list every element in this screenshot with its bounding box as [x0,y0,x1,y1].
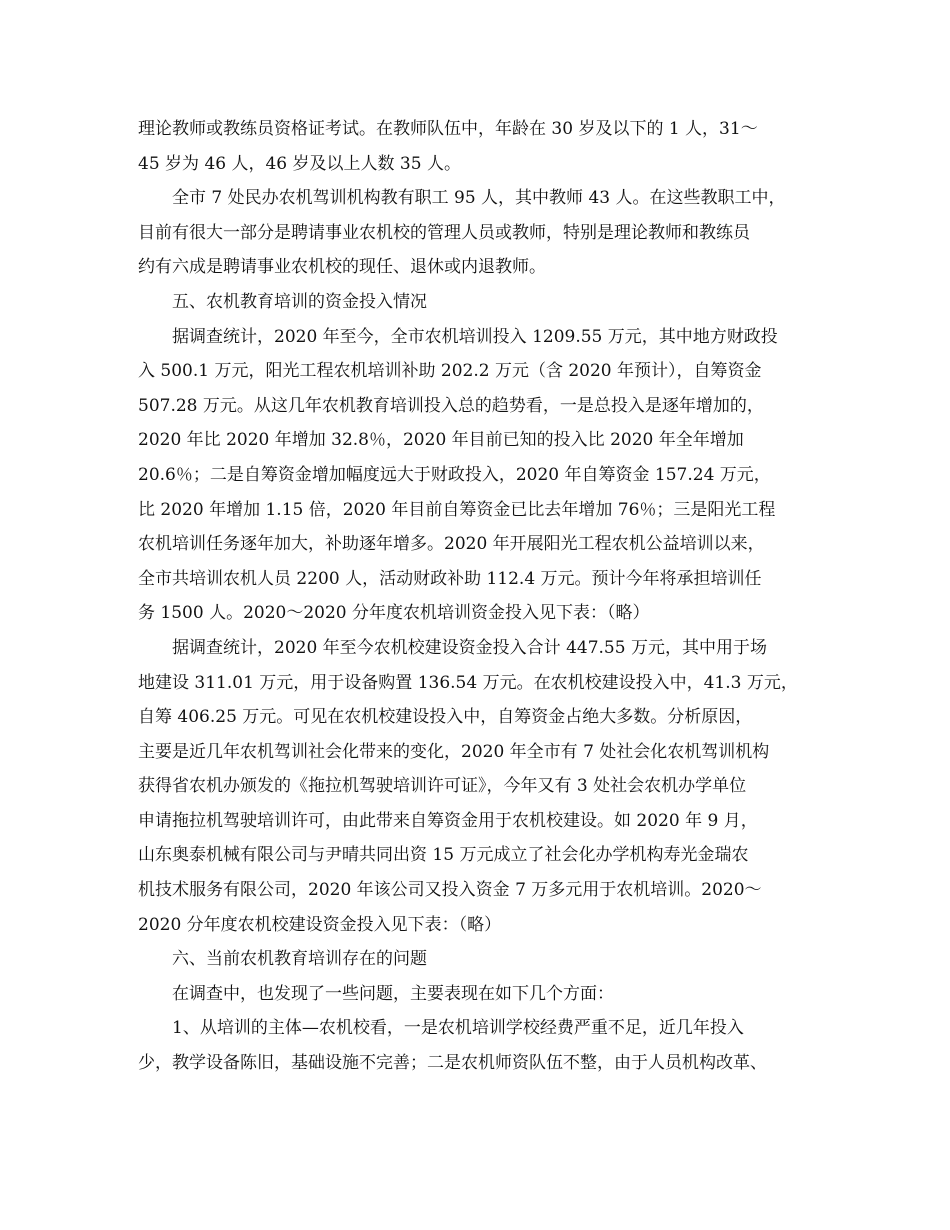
text-line: 获得省农机办颁发的《拖拉机驾驶培训许可证》，今年又有 3 处社会农机办学单位 [138,776,747,797]
text-line: 比 2020 年增加 1.15 倍，2020 年目前自筹资金已比去年增加 76％；三是阳光工程 [138,499,776,520]
text-line: 目前有很大一部分是聘请事业农机校的管理人员或教师，特别是理论教师和教练员 [138,222,750,243]
text-line: 务 1500 人。2020～2020 分年度农机培训资金投入见下表：（略） [138,603,650,624]
text-line: 六、当前农机教育培训存在的问题 [172,949,427,970]
text-line: 山东奥泰机械有限公司与尹晴共同出资 15 万元成立了社会化办学机构寿光金瑞农 [138,845,749,866]
text-line: 全市 7 处民办农机驾训机构教有职工 95 人，其中教师 43 人。在这些教职工中， [172,188,786,209]
text-line: 地建设 311.01 万元，用于设备购置 136.54 万元。在农机校建设投入中，41.3 万元， [138,672,798,693]
text-line: 农机培训任务逐年加大，补助逐年增多。2020 年开展阳光工程农机公益培训以来， [138,534,765,555]
text-line: 45 岁为 46 人，46 岁及以上人数 35 人。 [138,153,461,174]
text-line: 五、农机教育培训的资金投入情况 [172,291,427,312]
text-line: 机技术服务有限公司，2020 年该公司又投入资金 7 万多元用于农机培训。2020～ [138,880,762,901]
text-line: 20.6％；二是自筹资金增加幅度远大于财政投入，2020 年自筹资金 157.24 万元， [138,464,771,485]
text-line: 主要是近几年农机驾训社会化带来的变化，2020 年全市有 7 处社会化农机驾训机构 [138,741,770,762]
text-line: 约有六成是聘请事业农机校的现任、退休或内退教师。 [138,257,546,278]
text-line: 据调查统计，2020 年至今，全市农机培训投入 1209.55 万元，其中地方财政投 [172,326,778,347]
text-line: 2020 年比 2020 年增加 32.8％，2020 年目前已知的投入比 2020 年全年增加 [138,430,744,451]
text-line: 少，教学设备陈旧，基础设施不完善；二是农机师资队伍不整，由于人员机构改革、 [138,1053,767,1074]
text-line: 理论教师或教练员资格证考试。在教师队伍中，年龄在 30 岁及以下的 1 人，31～ [138,119,758,139]
text-line: 入 500.1 万元，阳光工程农机培训补助 202.2 万元（含 2020 年预计），自筹资金 [138,361,762,382]
text-line: 申请拖拉机驾驶培训许可，由此带来自筹资金用于农机校建设。如 2020 年 9 月， [138,810,758,831]
text-line: 自筹 406.25 万元。可见在农机校建设投入中，自筹资金占绝大多数。分析原因， [138,707,753,728]
text-line: 在调查中，也发现了一些问题，主要表现在如下几个方面： [172,983,614,1004]
text-line: 据调查统计，2020 年至今农机校建设资金投入合计 447.55 万元，其中用于场 [172,637,767,658]
text-line: 1、从培训的主体—农机校看，一是农机培训学校经费严重不足，近几年投入 [172,1018,744,1039]
text-line: 全市共培训农机人员 2200 人，活动财政补助 112.4 万元。预计今年将承担培训任 [138,568,762,589]
document-body [138,112,818,1081]
text-line: 2020 分年度农机校建设资金投入见下表：（略） [138,914,502,935]
text-line: 507.28 万元。从这几年农机教育培训投入总的趋势看，一是总投入是逐年增加的， [138,395,764,416]
